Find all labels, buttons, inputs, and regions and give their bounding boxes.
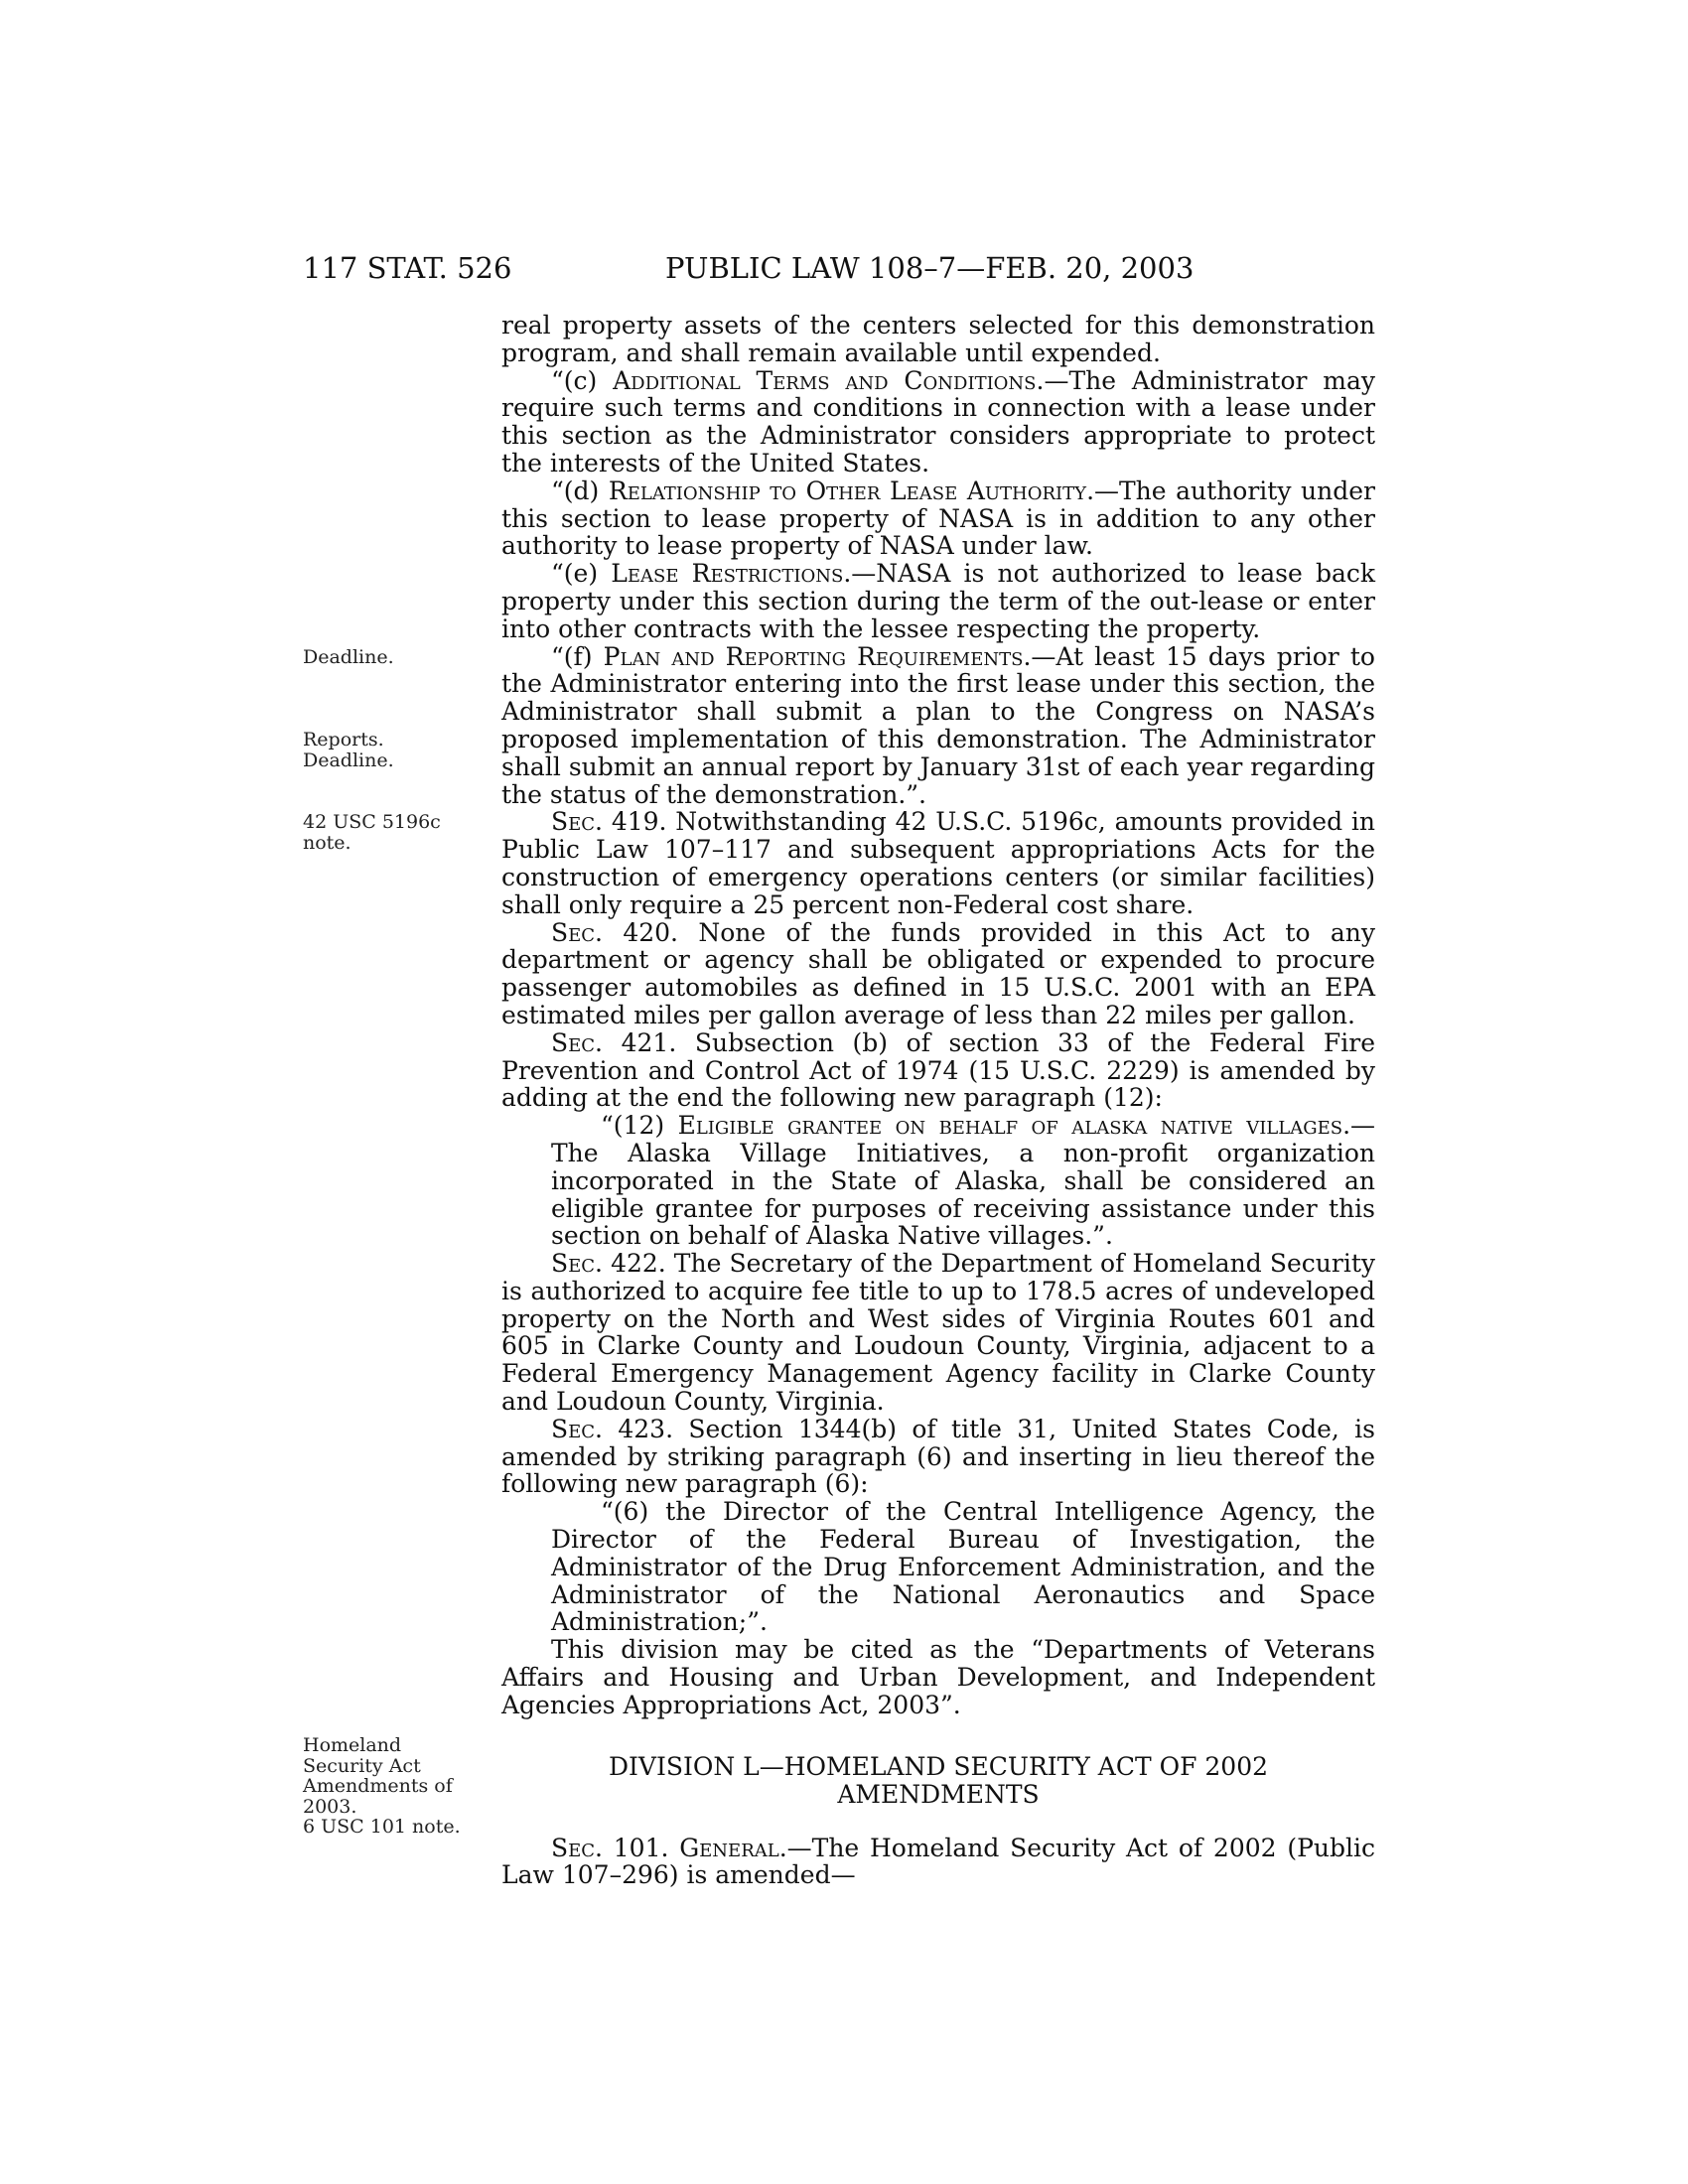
margin-note-text: Security Act (303, 1754, 421, 1777)
division-heading-line: DIVISION L—HOMELAND SECURITY ACT OF 2002 (608, 1751, 1269, 1781)
section-419-text: . 419. Notwithstanding 42 U.S.C. 5196c, amounts provided in Public Law 107–117 and subsequent appropriations Acts for the construction of emergency operations centers (or similar facilities) shall only require a 25 percent non-Federal cost share. (501, 807, 1375, 919)
subsection-c-heading: Additional Terms and Conditions (613, 365, 1037, 395)
section-419 (501, 808, 1375, 918)
margin-note-text: Homeland (303, 1734, 402, 1756)
subsection-f-text: .—At least 15 days prior to the Administrator entering into the first lease under this section, the Administrator shall submit a plan to the Congress on NASA’s proposed implementation of this demonstration. The Administrator shall submit an annual report by January 31st of each year regarding the status of the demonstration.”. (501, 641, 1375, 809)
subsection-e-text: .—NASA is not authorized to lease back property under this section during the term of the out-lease or enter into other contracts with the lessee respecting the property. (501, 559, 1375, 643)
subsection-f-heading: Plan and Reporting Requirements (603, 641, 1024, 671)
paragraph-continuation: real property assets of the centers selected for this demonstration program, and shall remain available until expended. (501, 311, 1375, 367)
section-101-number: . 101. (595, 1833, 680, 1862)
division-heading-line: AMENDMENTS (837, 1779, 1040, 1809)
section-101-text: .—The Homeland Security Act of 2002 (Public Law 107–296) is amended— (501, 1833, 1375, 1890)
statute-body (501, 312, 1375, 1889)
section-label: Sec (551, 807, 596, 837)
section-420 (501, 919, 1375, 1029)
public-law-title: PUBLIC LAW 108–7—FEB. 20, 2003 (665, 251, 1195, 285)
subsection-f-open: “(f) (551, 641, 604, 671)
paragraph-12-text: .—The Alaska Village Initiatives, a non-profit organization incorporated in the State of Alaska, shall be considered an eligible grantee for purposes of receiving assistance under this section on behalf of Alaska Native villages.”. (551, 1111, 1376, 1251)
section-label: Sec (551, 1833, 596, 1862)
subsection-e-open: “(e) (551, 559, 612, 589)
subsection-d-text: .—The authority under this section to lease property of NASA is in addition to any other authority to lease property of NASA under law. (501, 476, 1375, 561)
quoted-paragraph-6: “(6) the Director of the Central Intelligence Agency, the Director of the Federal Bureau of Investigation, the Administrator of the Drug Enforcement Administration, and the Administrator of the National Aeronautics and Space Administration;”. (551, 1497, 1375, 1637)
section-101 (501, 1835, 1375, 1890)
subsection-e (501, 560, 1375, 642)
subsection-f (501, 643, 1375, 809)
section-421 (501, 1029, 1375, 1112)
stat-page-number: 117 STAT. 526 (303, 251, 512, 285)
margin-note-text: note. (303, 831, 352, 854)
margin-note-text: 42 USC 5196c (303, 811, 441, 833)
subsection-c-open: “(c) (551, 365, 614, 395)
division-citation: This division may be cited as the “Departments of Veterans Affairs and Housing and Urban Development, and Independent Agencies Appropriations Act, 2003”. (501, 1635, 1375, 1719)
subsection-d (501, 478, 1375, 560)
section-423 (501, 1416, 1375, 1498)
subsection-d-heading: Relationship to Other Lease Authority (608, 476, 1087, 505)
section-421-text: . 421. Subsection (b) of section 33 of the Federal Fire Prevention and Control Act of 1974 (15 U.S.C. 2229) is amended by adding at the end the following new paragraph (12): (501, 1027, 1375, 1113)
margin-note-text: 6 USC 101 note. (303, 1816, 461, 1838)
margin-note-homeland-security-act (303, 1735, 472, 1838)
page-header (303, 248, 1395, 288)
margin-note-reports-deadline (303, 730, 472, 770)
section-422 (501, 1250, 1375, 1416)
section-420-text: . 420. None of the funds provided in this Act to any department or agency shall be obligated or expended to procure passenger automobiles as defined in 15 U.S.C. 2001 with an EPA estimated miles per gallon average of less than 22 miles per gallon. (501, 917, 1375, 1029)
section-422-text: . 422. The Secretary of the Department of Homeland Security is authorized to acquire fee title to up to 178.5 acres of undeveloped property on the North and West sides of Virginia Routes 601 and 605 in Clarke County and Loudoun County, Virginia, adjacent to a Federal Emergency Management Agency facility in Clarke County and Loudoun County, Virginia. (501, 1249, 1375, 1417)
subsection-c (501, 367, 1375, 478)
margin-note-text: Reports. (303, 729, 384, 751)
subsection-e-heading: Lease Restrictions (611, 559, 844, 589)
section-101-heading: General (679, 1833, 779, 1862)
margin-note-deadline (303, 647, 472, 668)
margin-note-text: Deadline. (303, 749, 394, 771)
section-label: Sec (551, 1414, 596, 1443)
section-label: Sec (551, 917, 596, 947)
division-heading (501, 1753, 1375, 1809)
margin-note-text: Deadline. (303, 646, 394, 668)
margin-note-text: Amendments of (303, 1775, 453, 1797)
paragraph-12-heading: Eligible grantee on behalf of alaska native villages (677, 1111, 1343, 1141)
subsection-d-open: “(d) (551, 476, 609, 505)
paragraph-12-open: “(12) (601, 1111, 678, 1141)
subsection-c-text: .—The Administrator may require such terms and conditions in connection with a lease under this section as the Administrator considers appropriate to protect the interests of the United States. (501, 365, 1376, 478)
margin-note-text: 2003. (303, 1795, 357, 1818)
section-label: Sec (551, 1027, 596, 1057)
section-423-text: . 423. Section 1344(b) of title 31, United States Code, is amended by striking paragraph (6) and inserting in lieu thereof the following new paragraph (6): (501, 1414, 1375, 1499)
quoted-paragraph-12 (551, 1112, 1375, 1250)
section-label: Sec (551, 1249, 596, 1279)
margin-note-usc-5196c (303, 812, 472, 853)
